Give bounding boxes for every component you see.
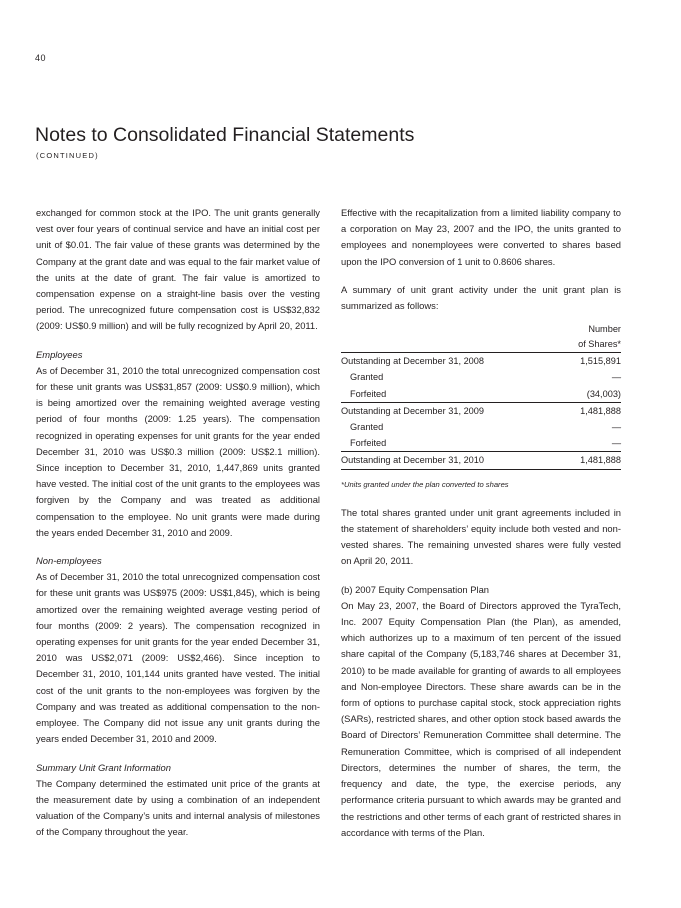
- intro-paragraph: exchanged for common stock at the IPO. The unit grants generally vest over four years of continual service and have an initial cost per unit of $0.01. The fair value of these grants was determined by the Company at the grant date and was equal to the fair market value of the units at the date of grant. The fair value is amortized to compensation expense on a straight-line basis over the vesting period. The unrecognized future compensation cost is US$32,832 (2009: US$0.9 million) and will be fully recognized by April 20, 2011.: [36, 207, 320, 332]
- table-row: [341, 402, 621, 419]
- table-header-line1: Number: [588, 324, 621, 335]
- plan-heading: (b) 2007 Equity Compensation Plan: [341, 583, 490, 595]
- left-column: [36, 205, 320, 841]
- nonemployees-heading: Non-employees: [36, 555, 102, 567]
- table-header-line2: of Shares*: [556, 337, 621, 353]
- employees-heading: Employees: [36, 348, 83, 360]
- page-subtitle: (CONTINUED): [36, 151, 99, 160]
- table-footnote: *Units granted under the plan converted to shares: [341, 479, 509, 489]
- row-value: (34,003): [556, 386, 621, 403]
- row-label: Forfeited: [341, 435, 556, 452]
- row-value: —: [556, 435, 621, 452]
- summary-intro-paragraph: A summary of unit grant activity under the unit grant plan is summarized as follows:: [341, 283, 621, 312]
- row-label: Outstanding at December 31, 2009: [341, 405, 485, 416]
- plan-paragraph: On May 23, 2007, the Board of Directors approved the TyraTech, Inc. 2007 Equity Compensation Plan (the Plan), as amended, which authorizes up to a maximum of ten percent of the issued share capital of the Company (5,183,746 shares at December 31, 2010) to be made available for granting of awards to all employees and Non-employee Directors. These share awards can be in the form of options to purchase capital stock, stock appreciation rights (SARs), restricted shares, and other option stock based awards the Board of Directors’ Remuneration Committee shall determine. The Remuneration Committee, which is comprised of all independent Directors, determines the number of shares, the term, the frequency and date, the type, the exercise periods, any performance criteria pursuant to which awards may be granted and the restrictions and other terms of each grant of restricted shares in accordance with terms of the Plan.: [341, 599, 621, 838]
- right-column: [341, 205, 621, 841]
- vesting-paragraph: The total shares granted under unit grant agreements included in the statement of shareholders’ equity include both vested and non-vested shares. The remaining unvested shares were fully vested on April 20, 2011.: [341, 506, 621, 567]
- row-label: Granted: [350, 422, 384, 433]
- row-value: —: [611, 422, 621, 433]
- row-label: Outstanding at December 31, 2008: [341, 356, 485, 367]
- row-value: 1,481,888: [580, 405, 621, 416]
- row-label: Granted: [350, 372, 384, 383]
- row-value: 1,481,888: [556, 452, 621, 469]
- table-row: [341, 435, 621, 452]
- row-value: —: [611, 372, 621, 383]
- nonemployees-paragraph: As of December 31, 2010 the total unrecognized compensation cost for these unit grants was US$975 (2009: US$1,845), which is being amortized over the remaining weighted average vesting period of four months (2009: 2 years). The compensation recognized in operating expenses for unit grants for the year ended December 31, 2010 was US$2,071 (2009: US$2,466). Since inception to December 31, 2010, 101,144 units granted have vested. The initial cost of the unit grants to the non-employees was forgiven by the Company and was treated as additional compensation to the non-employee. The Company did not issue any unit grants during the years ended December 31, 2010 and 2009.: [36, 571, 320, 745]
- page-number: 40: [35, 53, 47, 63]
- employees-paragraph: As of December 31, 2010 the total unrecognized compensation cost for these unit grants was US$31,857 (2009: US$0.9 million), which is being amortized over the remaining weighted average vesting period of four months (2009: 1.25 years). The compensation recognized in operating expenses for unit grants for the year ended December 31, 2010 was US$0.3 million (2009: US$2.1 million). Since inception to December 31, 2010, 1,447,869 units granted have vested. The initial cost of the unit grants to the employees was forgiven by the Company and was treated as additional compensation to the employee. No unit grants were made during the years ended December 31, 2010 and 2009.: [36, 364, 320, 538]
- summary-paragraph: The Company determined the estimated unit price of the grants at the measurement date by using a combination of an independent valuation of the Company’s units and internal analysis of milestones of the Company throughout the year.: [36, 777, 320, 838]
- table-row: [341, 369, 621, 385]
- summary-heading: Summary Unit Grant Information: [36, 761, 171, 773]
- recap-paragraph: Effective with the recapitalization from a limited liability company to a corporation on May 23, 2007 and the IPO, the units granted to employees and nonemployees were converted to shares based upon the IPO conversion of 1 unit to 0.8606 shares.: [341, 207, 621, 267]
- table-row: [341, 419, 621, 435]
- page-title: Notes to Consolidated Financial Statements: [35, 124, 415, 146]
- unit-grant-table: [341, 322, 621, 469]
- table-row: [341, 386, 621, 403]
- row-label: Forfeited: [341, 386, 556, 403]
- table-row-total: [341, 452, 621, 469]
- table-row: [341, 353, 621, 370]
- row-label: Outstanding at December 31, 2010: [341, 452, 556, 469]
- row-value: 1,515,891: [580, 356, 621, 367]
